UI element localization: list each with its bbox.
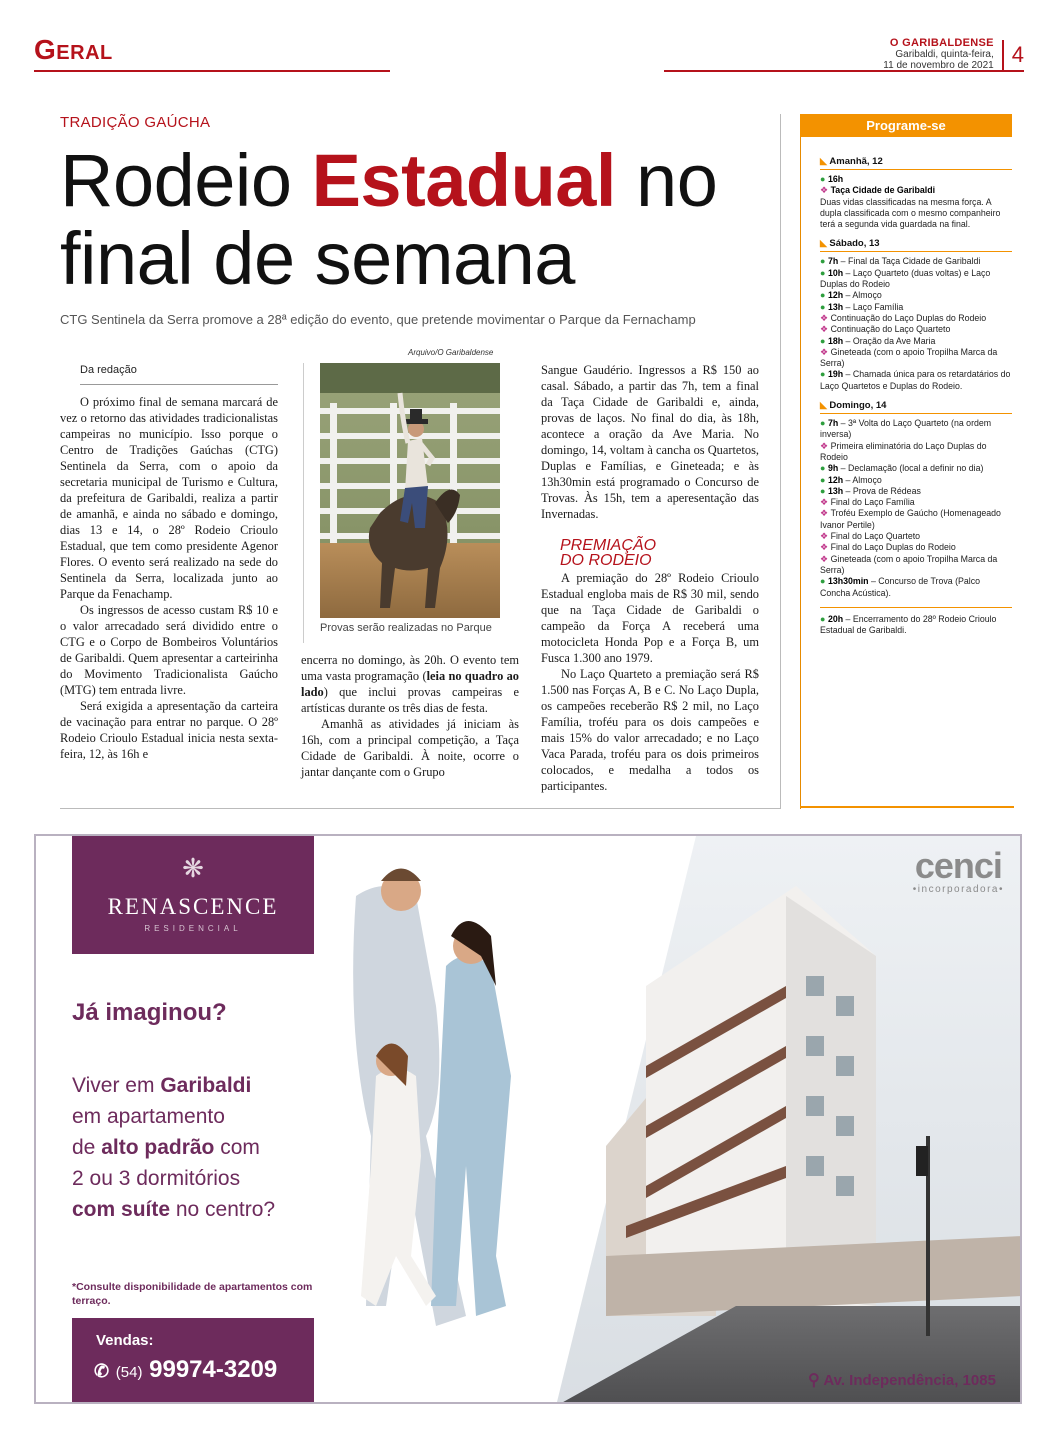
schedule-day bbox=[820, 400, 1012, 599]
schedule-item: Duas vidas classificadas na mesma força. A dupla classificada com o mesmo companheiro terá a segunda vida guardada na final. bbox=[820, 196, 1001, 230]
schedule-item: ● 7h – 3ª Volta do Laço Quarteto (na ordem inversa) bbox=[820, 418, 992, 440]
date-line: Garibaldi, quinta-feira, bbox=[895, 49, 994, 60]
schedule-item: ❖ Troféu Exemplo de Gaúcho (Homenageado Ivanor Pertile) bbox=[820, 508, 1001, 530]
renascence-logo bbox=[72, 836, 314, 954]
schedule-day bbox=[820, 156, 1012, 230]
schedule-item: ❖ Taça Cidade de Garibaldi bbox=[820, 185, 936, 196]
logo-subtitle: RESIDENCIAL bbox=[144, 924, 242, 933]
bullet-dot-icon: ● bbox=[820, 267, 828, 278]
ad-body: Viver em Garibaldi em apartamento de alto padrão com 2 ou 3 dormitórios com suíte no centro? bbox=[72, 1074, 276, 1221]
schedule-item: ● 12h – Almoço bbox=[820, 290, 882, 301]
schedule-day-label: ◣ Domingo, 14 bbox=[820, 400, 1012, 414]
bullet-dot-icon: ● bbox=[820, 301, 828, 312]
schedule-item: ❖ Gineteada (com o apoio Tropilha Marca da Serra) bbox=[820, 346, 998, 369]
article-headline: Rodeio Estadual no final de semana bbox=[60, 139, 718, 300]
sales-label: Vendas: bbox=[96, 1332, 154, 1349]
ad-footnote: *Consulte disponibilidade de apartamentos com terraço. bbox=[72, 1281, 313, 1307]
schedule-title: Programe-se bbox=[800, 114, 1012, 137]
date-line: 11 de novembro de 2021 bbox=[883, 60, 994, 71]
schedule-item: ❖ Final do Laço Família bbox=[820, 497, 915, 508]
brand-name: cenci bbox=[914, 845, 1002, 886]
bullet-dot-icon: ● bbox=[820, 485, 828, 496]
bullet-dot-icon: ● bbox=[820, 174, 828, 184]
bullet-diamond-icon: ❖ bbox=[820, 185, 831, 196]
bullet-dot-icon: ● bbox=[820, 369, 828, 380]
bullet-diamond-icon: ❖ bbox=[820, 531, 831, 542]
article-column-1 bbox=[60, 394, 278, 762]
bullet-diamond-icon: ❖ bbox=[820, 497, 831, 508]
schedule-item: ● 13h30min – Concurso de Trova (Palco Concha Acústica). bbox=[820, 576, 981, 598]
column-rule bbox=[780, 114, 781, 809]
schedule-item: ● 10h – Laço Quarteto (duas voltas) e Laço Duplas do Rodeio bbox=[820, 267, 991, 290]
section-name: Geral bbox=[34, 34, 113, 65]
article-subhead: CTG Sentinela da Serra promove a 28ª edição do evento, que pretende movimentar o Parque da Fernachamp bbox=[60, 312, 696, 327]
schedule-item: ❖ Primeira eliminatória do Laço Duplas do Rodeio bbox=[820, 440, 987, 462]
bullet-dot-icon: ● bbox=[820, 576, 828, 587]
bullet-diamond-icon: ❖ bbox=[820, 508, 831, 519]
rodeo-photo bbox=[320, 363, 500, 618]
page-number: 4 bbox=[1011, 41, 1024, 67]
schedule-item: ● 13h – Prova de Rédeas bbox=[820, 485, 921, 496]
schedule-item: ● 7h – Final da Taça Cidade de Garibaldi bbox=[820, 256, 981, 267]
bullet-diamond-icon: ❖ bbox=[820, 440, 831, 451]
paper-name: O GARIBALDENSE bbox=[889, 37, 994, 49]
header-meta bbox=[883, 38, 1024, 71]
bullet-dot-icon: ● bbox=[820, 335, 828, 346]
bullet-dot-icon: ● bbox=[820, 463, 828, 474]
paragraph: No Laço Quarteto a premiação será R$ 1.500 nas Forças A, B e C. No Laço Dupla, os campeões receberão R$ 2 mil, no Laço Família, troféu para os dois campeões e mais 15% do valor arrecadado; e no Laço Vaca Parada, troféu para os dois primeiros colocados, e medalha a todos os participantes. bbox=[541, 667, 759, 793]
header-separator bbox=[1002, 40, 1004, 70]
paragraph: Amanhã as atividades já iniciam às 16h, com a principal competição, a Taça Cidade de Garibaldi. À noite, ocorre o jantar dançante com o Grupo bbox=[301, 717, 519, 779]
bullet-diamond-icon: ❖ bbox=[820, 542, 831, 553]
schedule-closing: ● 20h – Encerramento do 28º Rodeio Crioulo Estadual de Garibaldi. bbox=[820, 613, 997, 636]
schedule-item: ❖ Continuação do Laço Duplas do Rodeio bbox=[820, 312, 987, 323]
paragraph: Será exigida a apresentação da carteira de vacinação para entrar no parque. O 28º Rodeio Crioulo Estadual inicia nesta sexta-feira, 12, às 16h e bbox=[60, 699, 278, 761]
bullet-dot-icon: ● bbox=[820, 256, 828, 267]
bullet-dot-icon: ● bbox=[820, 613, 828, 624]
article-kicker: TRADIÇÃO GAÚCHA bbox=[60, 114, 211, 131]
bullet-dot-icon: ● bbox=[820, 290, 828, 301]
schedule-item: ❖ Gineteada (com o apoio Tropilha Marca da Serra) bbox=[820, 553, 998, 575]
ad-building-image bbox=[316, 836, 1022, 1404]
bullet-diamond-icon: ❖ bbox=[820, 346, 831, 357]
flower-icon: ❋ bbox=[182, 854, 204, 883]
photo-credit: Arquivo/O Garibaldense bbox=[408, 348, 494, 357]
schedule-day-label: ◣ Amanhã, 12 bbox=[820, 156, 1012, 170]
paragraph: A premiação do 28º Rodeio Crioulo Estadual engloba mais de R$ 30 mil, sendo que na Taça Cidade de Garibaldi o campeão da Força A receberá uma motocicleta Honda Pop e a Força B, um Fusca 1.300 ano 1979. bbox=[541, 571, 759, 665]
ad-headline: Já imaginou? bbox=[72, 999, 227, 1026]
byline-rule bbox=[80, 384, 278, 385]
schedule-item: ● 12h – Almoço bbox=[820, 474, 882, 485]
schedule-day bbox=[820, 238, 1012, 392]
photo-caption: Provas serão realizadas no Parque bbox=[320, 622, 492, 634]
schedule-item: ❖ Continuação do Laço Quarteto bbox=[820, 324, 951, 335]
bullet-dot-icon: ● bbox=[820, 418, 828, 429]
logo-name: RENASCENCE bbox=[107, 894, 279, 919]
paragraph: Os ingressos de acesso custam R$ 10 e o valor arrecadado será dividido entre o CTG e o Corpo de Bombeiros Voluntários de Garibaldi. Quem apresentar a carteirinha do Movimento Tradicionalista Gaúcho (MTG) tem entrada livre. bbox=[60, 603, 278, 697]
schedule-item: ❖ Final do Laço Quarteto bbox=[820, 531, 921, 542]
paragraph: Sangue Gaudério. Ingressos a R$ 150 ao casal. Sábado, a partir das 7h, tem a final da Taça Cidade de Garibaldi e, ainda, provas de laços. No final do dia, às 18h, acontece a oração da Ave Maria. No domingo, 14, voltam à cancha os Quartetos, Duplas e Famílias, e Gineteada; e às 13h30min está programado o Concurso de Trovas. Às 15h, tem a aperesentação das Invernadas. bbox=[541, 363, 759, 521]
header-rule-left bbox=[34, 70, 390, 72]
ad-address: ⚲ Av. Independência, 1085 bbox=[808, 1372, 996, 1389]
bullet-diamond-icon: ❖ bbox=[820, 312, 831, 323]
location-pin-icon: ⚲ bbox=[808, 1372, 820, 1389]
sales-phone[interactable]: ✆ (54) 99974-3209 bbox=[94, 1356, 278, 1383]
bullet-diamond-icon: ❖ bbox=[820, 553, 831, 564]
paragraph: O próximo final de semana marcará de vez o retorno das atividades tradicionalistas campeiras no município. Isso porque o Centro de Tradições Gaúchas (CTG) Sentinela da Serra, com o apoio da secretaria municipal de Turismo e Cultura, da prefeitura de Garibaldi, realiza a partir de amanhã, e ainda no sábado e domingo, dias 13 e 14, o 28º Rodeio Crioulo Estadual, que tem como presidente Agenor Flores. O evento será realizado na sede do Sentinela da Serra, localizada junto ao Parque da Fenachamp. bbox=[60, 395, 278, 601]
article-bottom-rule bbox=[60, 808, 780, 809]
article-column-2 bbox=[301, 652, 519, 780]
schedule-item: ● 19h – Chamada única para os retardatários do Laço Quartetos e Duplas do Rodeio. bbox=[820, 369, 1011, 391]
schedule-item: ● 18h – Oração da Ave Maria bbox=[820, 335, 936, 346]
photo-rule bbox=[303, 363, 304, 643]
schedule-item: ❖ Final do Laço Duplas do Rodeio bbox=[820, 542, 956, 553]
paragraph: encerra no domingo, às 20h. O evento tem uma vasta programação (leia no quadro ao lado) que inclui provas campeiras e artísticas durante os três dias de festa. bbox=[301, 653, 519, 715]
schedule-item: ● 9h – Declamação (local a definir no dia) bbox=[820, 463, 984, 474]
bullet-dot-icon: ● bbox=[820, 474, 828, 485]
brand-subtitle: •incorporadora• bbox=[912, 884, 1004, 895]
cenci-logo bbox=[912, 845, 1004, 895]
whatsapp-icon: ✆ bbox=[94, 1361, 110, 1381]
advertisement bbox=[34, 834, 1022, 1404]
byline: Da redação bbox=[80, 364, 137, 376]
sales-box bbox=[72, 1318, 314, 1404]
bullet-diamond-icon: ❖ bbox=[820, 324, 831, 335]
article-column-3 bbox=[541, 362, 759, 522]
schedule-content bbox=[820, 156, 1012, 636]
schedule-day-label: ◣ Sábado, 13 bbox=[820, 238, 1012, 252]
schedule-item: ● 13h – Laço Família bbox=[820, 301, 904, 312]
schedule-item: ● 16h bbox=[820, 174, 844, 184]
article-column-3-continued bbox=[541, 570, 759, 794]
article-subtitle: PREMIAÇÃO DO RODEIO bbox=[560, 537, 657, 569]
schedule-bottom-rule bbox=[800, 806, 1014, 808]
